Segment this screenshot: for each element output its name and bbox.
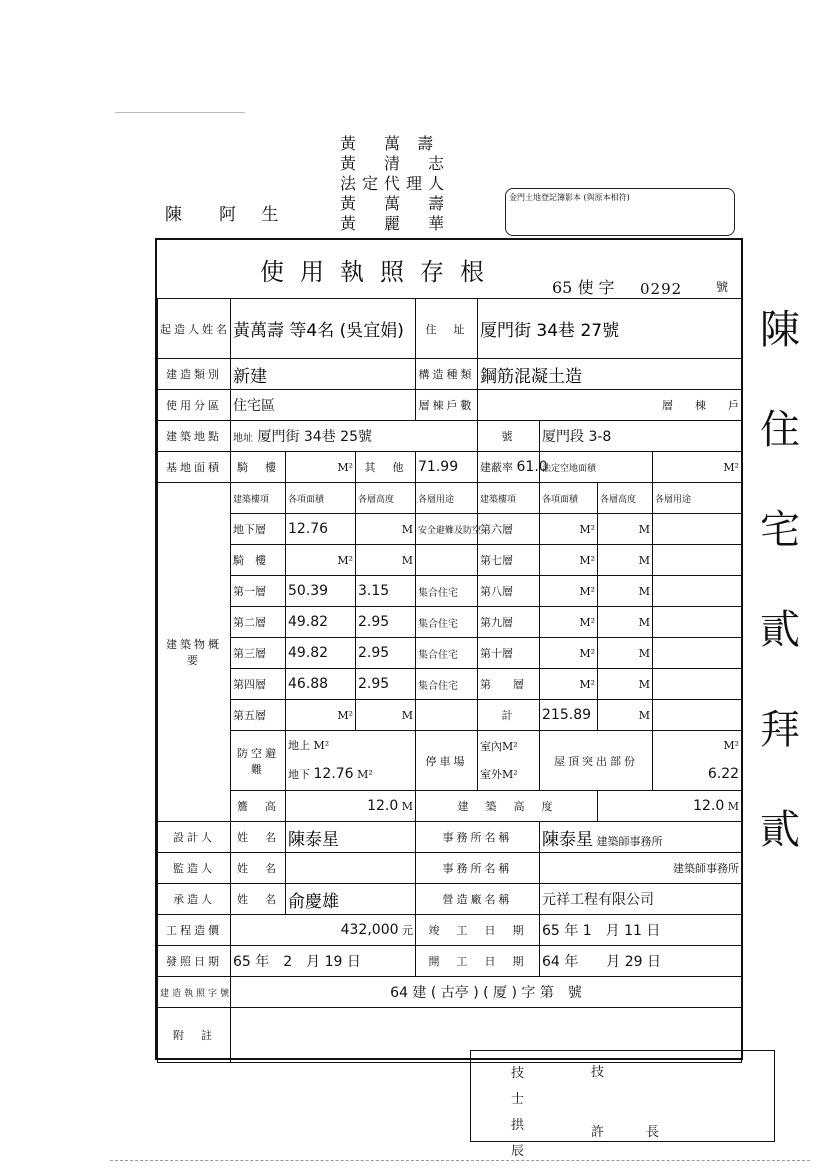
above-unit: M²: [313, 739, 330, 752]
col-header: 各層高度: [356, 483, 416, 514]
air-raid-label: 防空避難: [231, 731, 286, 791]
floor-name-2: 第 層: [478, 669, 540, 700]
supervisor-name: [286, 853, 416, 884]
cost-unit: 元: [402, 924, 414, 937]
floor-name-2: 第六層: [478, 514, 540, 545]
base-area-row: [158, 452, 742, 483]
total-value: 215.89: [540, 700, 598, 731]
margin-char: 宅: [760, 507, 800, 553]
floor-name-2: 第十層: [478, 638, 540, 669]
roof-value: 6.22: [707, 766, 740, 782]
floor-name: 第一層: [231, 576, 286, 607]
parking-values: [478, 731, 540, 791]
designer-row: [158, 822, 742, 853]
supervisor-office-suffix: 建築師事務所: [540, 853, 742, 884]
official-stamp: [505, 188, 735, 236]
floor-use: 集合住宅: [416, 607, 478, 638]
designer-name-label: 姓 名: [231, 822, 286, 853]
below-label: 地下: [288, 768, 310, 781]
address-label: 住 址: [416, 299, 478, 359]
approval-stamp-col1: 技士 拱辰: [511, 1066, 525, 1159]
floor-height-unit-2: M: [598, 607, 653, 638]
approval-stamp-col3: 許: [591, 1125, 605, 1140]
eave-label: 簷 高: [231, 791, 286, 822]
site-label: 建築地點: [158, 421, 231, 452]
contractor-label: 承造人: [158, 884, 231, 915]
building-summary-label: 建築物概要: [158, 483, 231, 822]
margin-char: 拜: [760, 707, 800, 753]
col-header: 建築樓項: [478, 483, 540, 514]
total-label: 計: [478, 700, 540, 731]
floor-area: 49.82: [286, 607, 356, 638]
issue-value: 65 年 2 月 19 日: [231, 946, 416, 977]
building-height-value: 12.0: [693, 798, 725, 814]
column-header-row: [158, 483, 742, 514]
floor-area: 12.76: [286, 514, 356, 545]
floor-height-unit-2: M: [598, 514, 653, 545]
floor-height-unit: M: [356, 700, 416, 731]
floor-row: [158, 638, 742, 669]
arcade-label: 騎 樓: [231, 452, 286, 483]
contractor-name: 俞慶雄: [286, 884, 416, 915]
scan-top-line: [115, 112, 245, 113]
floor-name: 第四層: [231, 669, 286, 700]
floor-use: [416, 545, 478, 576]
owner-name-2: 黃 清 志: [340, 154, 451, 173]
cost-label: 工程造價: [158, 915, 231, 946]
margin-char: 貳: [760, 607, 800, 653]
air-raid-row: [158, 731, 742, 791]
cost-value: 432,000: [340, 922, 399, 938]
owner-name-4: 黃 萬 壽: [340, 194, 451, 213]
floor-area-unit-2: M²: [540, 576, 598, 607]
owner-name-1: 黃 萬 壽: [340, 134, 440, 153]
floor-name: 第二層: [231, 607, 286, 638]
supervisor-office-label: 事務所名稱: [416, 853, 540, 884]
floor-height-unit: M: [356, 545, 416, 576]
floor-area: 50.39: [286, 576, 356, 607]
floors-label: 層棟戶數: [416, 390, 478, 421]
margin-char: 陳: [760, 307, 800, 353]
floor-height-unit-2: M: [598, 576, 653, 607]
col-header: 建築樓項: [231, 483, 286, 514]
floor-height: 2.95: [356, 607, 416, 638]
designer-label: 設計人: [158, 822, 231, 853]
arcade-unit: M²: [286, 452, 356, 483]
cost-row: [158, 915, 742, 946]
floor-area-unit-2: M²: [540, 669, 598, 700]
floor-name: 第三層: [231, 638, 286, 669]
designer-office-label: 事務所名稱: [416, 822, 540, 853]
address-value: 厦門街 34巷 27號: [478, 299, 742, 359]
contractor-row: [158, 884, 742, 915]
eave-unit: M: [401, 800, 414, 813]
designer-office-cell: [540, 822, 742, 853]
site-value: [231, 421, 478, 452]
building-height-label: 建 築 高 度: [416, 791, 598, 822]
contractor-company: 元祥工程有限公司: [540, 884, 742, 915]
contractor-name-label: 姓 名: [231, 884, 286, 915]
col-header: 各項面積: [286, 483, 356, 514]
col-header: 各層用途: [416, 483, 478, 514]
col-header: 各層用途: [653, 483, 742, 514]
site-row: [158, 421, 742, 452]
completion-label: 竣 工 日 期: [416, 915, 540, 946]
applicant-label: 起造人姓名: [158, 299, 231, 359]
floor-row: [158, 576, 742, 607]
category-value: 新建: [231, 359, 416, 390]
floor-area-unit-2: M²: [540, 514, 598, 545]
ratio-label: 建蔽率: [480, 461, 514, 474]
other-value: 71.99: [416, 452, 478, 483]
structure-label: 構造種類: [416, 359, 478, 390]
floor-area-unit: M²: [286, 700, 356, 731]
category-label: 建造類別: [158, 359, 231, 390]
height-row: [158, 791, 742, 822]
floor-height-unit: M: [356, 514, 416, 545]
floor-area-unit-2: M²: [540, 607, 598, 638]
eave-value-cell: [286, 791, 416, 822]
site-addr-value: 厦門街 34巷 25號: [257, 429, 372, 445]
floor-row: [158, 607, 742, 638]
margin-char: 住: [760, 407, 800, 453]
legal-space-unit: M²: [653, 452, 742, 483]
floor-name: 騎 樓: [231, 545, 286, 576]
col-header: 各項面積: [540, 483, 598, 514]
floor-height-unit-2: M: [598, 545, 653, 576]
col-header: 各層高度: [598, 483, 653, 514]
issue-row: [158, 946, 742, 977]
zone-row: [158, 390, 742, 421]
floor-name: 地下層: [231, 514, 286, 545]
lot-value: 厦門段 3-8: [540, 421, 742, 452]
start-value: 64 年 月 29 日: [540, 946, 742, 977]
supervisor-row: [158, 853, 742, 884]
zone-value: 住宅區: [231, 390, 416, 421]
approval-stamp-col2: 技: [591, 1065, 605, 1080]
floor-height: 3.15: [356, 576, 416, 607]
issue-label: 發照日期: [158, 946, 231, 977]
roof-label: 屋頂突出部份: [540, 731, 653, 791]
permit-table: [157, 298, 742, 1063]
floor-area-unit: M²: [286, 545, 356, 576]
scan-bottom-line: [110, 1160, 810, 1161]
above-label: 地上: [288, 739, 310, 752]
floor-area-unit-2: M²: [540, 638, 598, 669]
floor-height: 2.95: [356, 669, 416, 700]
total-height-unit: M: [598, 700, 653, 731]
contractor-company-label: 營造廠名稱: [416, 884, 540, 915]
form-title: 使用執照存根: [260, 258, 500, 286]
floor-use-2: [653, 607, 742, 638]
floor-height-unit-2: M: [598, 669, 653, 700]
applicant-row: [158, 299, 742, 359]
ratio-cell: [478, 452, 548, 483]
floor-use-2: [653, 638, 742, 669]
floor-height-unit-2: M: [598, 638, 653, 669]
start-label: 開 工 日 期: [416, 946, 540, 977]
cost-cell: [231, 915, 416, 946]
floor-name-2: 第九層: [478, 607, 540, 638]
floor-row: [158, 545, 742, 576]
applicant-value: 黃萬壽 等4名 (吳宜娟): [231, 299, 416, 359]
floor-use-2: [653, 514, 742, 545]
margin-char: 貳: [760, 807, 800, 853]
outdoor-label: 室外: [480, 767, 503, 781]
serial-number: 0292: [640, 280, 683, 298]
air-raid-values: [286, 731, 416, 791]
floor-use: [416, 700, 478, 731]
floor-name-2: 第七層: [478, 545, 540, 576]
floor-use: 集合住宅: [416, 669, 478, 700]
floor-name-2: 第八層: [478, 576, 540, 607]
floor-use-2: [653, 669, 742, 700]
parking-label: 停車場: [416, 731, 478, 791]
site-addr-label: 地址: [233, 433, 253, 444]
other-label: 其 他: [356, 452, 416, 483]
below-value: 12.76: [313, 766, 354, 782]
lot-label: 號: [478, 421, 540, 452]
owner-names: [340, 134, 450, 234]
floor-height: 2.95: [356, 638, 416, 669]
ratio-value: 61.0: [516, 459, 548, 475]
legal-space-label: 法定空地面積: [540, 452, 653, 483]
designer-office-suffix: 建築師事務所: [596, 834, 663, 848]
eave-value: 12.0: [367, 798, 399, 814]
margin-handwriting: [760, 280, 830, 880]
seller-name: 陳 阿 生: [165, 205, 289, 225]
note-label: 附 註: [158, 1008, 231, 1063]
approval-stamp: [470, 1050, 775, 1159]
category-row: [158, 359, 742, 390]
building-height-unit: M: [727, 800, 740, 813]
roof-values: [653, 731, 742, 791]
approval-stamp-col4: 長: [646, 1125, 660, 1140]
permit-label: 建造執照字號: [158, 977, 231, 1008]
floor-use: 集合住宅: [416, 638, 478, 669]
floor-use: 安全避難及防空: [416, 514, 478, 545]
floor-area-unit-2: M²: [540, 545, 598, 576]
owner-name-3: 法定代理人: [340, 174, 451, 193]
owner-name-5: 黃 麗 華: [340, 214, 451, 233]
indoor-unit: M²: [502, 739, 518, 753]
floor-row: [158, 514, 742, 545]
building-height-cell: [598, 791, 742, 822]
serial-suffix: 號: [716, 280, 729, 294]
floor-name: 第五層: [231, 700, 286, 731]
roof-unit: M²: [723, 739, 740, 752]
permit-value: 64 建 ( 古亭 ) ( 厦 ) 字 第 號: [231, 977, 742, 1008]
base-area-label: 基地面積: [158, 452, 231, 483]
structure-value: 鋼筋混凝土造: [478, 359, 742, 390]
floor-row: [158, 700, 742, 731]
serial-prefix: 65 使 字: [552, 278, 615, 297]
designer-name: 陳泰星: [286, 822, 416, 853]
supervisor-name-label: 姓 名: [231, 853, 286, 884]
designer-office: 陳泰星: [542, 829, 594, 850]
outdoor-unit: M²: [502, 767, 518, 781]
permit-row: [158, 977, 742, 1008]
stamp-text: 金門土地登記簿影本 (與原本相符): [509, 193, 630, 202]
floors-value: 層 棟 戶: [478, 390, 742, 421]
floor-use: 集合住宅: [416, 576, 478, 607]
floor-use-2: [653, 576, 742, 607]
completion-value: 65 年 1 月 11 日: [540, 915, 742, 946]
total-use: [653, 700, 742, 731]
floor-area: 49.82: [286, 638, 356, 669]
supervisor-label: 監造人: [158, 853, 231, 884]
indoor-label: 室內: [480, 739, 503, 753]
floor-area: 46.88: [286, 669, 356, 700]
floor-use-2: [653, 545, 742, 576]
floor-row: [158, 669, 742, 700]
zone-label: 使用分區: [158, 390, 231, 421]
below-unit: M²: [357, 768, 373, 781]
